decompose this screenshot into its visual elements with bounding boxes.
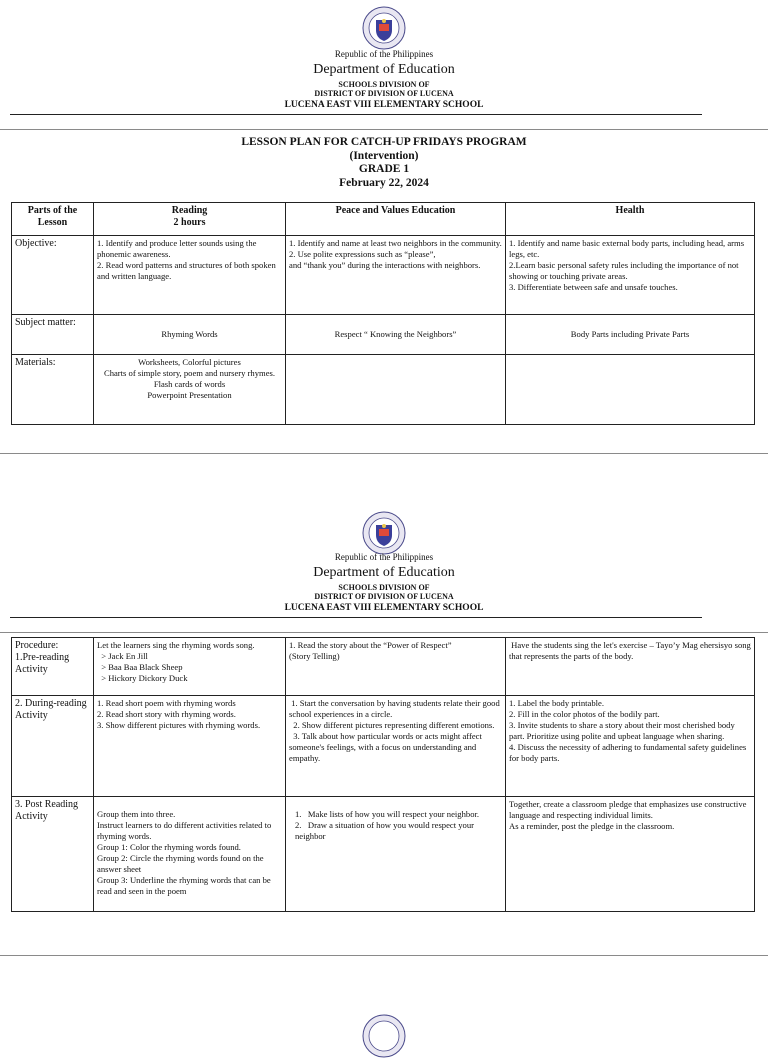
during-reading-reading [94,696,286,797]
list-item: 2. Read short story with rhyming words. [97,709,236,719]
header-reading [94,203,286,236]
subject-reading: Rhyming Words [94,315,286,355]
table-row [12,696,755,797]
list-item: 3. Invite students to share a story about their most cherished body part. Prioritize using polite and upbeat language when sharing. [509,720,737,741]
list-item: 3. Differentiate between safe and unsafe touches. [509,282,678,292]
materials-health [506,355,755,425]
district-text: DISTRICT OF DIVISION OF LUCENA [314,592,454,601]
page-top-rule [0,632,768,633]
during-reading-health [506,696,755,797]
page-bottom-rule [0,955,768,956]
list-item: 4. Discuss the necessity of adhering to fundamental safety guidelines for body parts. [509,742,749,763]
deped-seal-icon [362,511,406,555]
reading-label: Reading [171,205,208,216]
deped-seal-icon [362,6,406,50]
list-item: Together, create a classroom pledge that emphasizes use constructive language and respecting individual limits. [509,799,749,820]
list-item: As a reminder, post the pledge in the classroom. [509,821,675,831]
list-item: Group 3: Underline the rhyming words that can be read and seen in the poem [97,875,273,896]
school-name: LUCENA EAST VIII ELEMENTARY SCHOOL [284,100,484,110]
table-row [12,638,755,696]
lesson-subtitle: (Intervention) [349,149,419,162]
list-item: 3. Show different pictures with rhyming words. [97,720,261,730]
list-item: > Hickory Dickory Duck [97,673,188,683]
procedure-label: Procedure: [15,640,59,651]
subject-label: Subject matter: [12,315,94,355]
lesson-table-2 [11,637,755,912]
list-item: 2. Show different pictures representing different emotions. [289,720,495,730]
page-top-rule [0,129,768,130]
pre-reading-peace [286,638,506,696]
reading-hours: 2 hours [173,217,206,228]
during-reading-peace [286,696,506,797]
objective-label: Objective: [12,236,94,315]
list-item: Group them into three. [97,809,176,819]
list-item: Worksheets, Colorful pictures [138,357,241,367]
list-item: 2. Read word patterns and structures of both spoken and written language. [97,260,278,281]
pre-reading-label [12,638,94,696]
materials-peace [286,355,506,425]
lesson-title-block [0,136,768,190]
during-reading-label: 2. During-reading Activity [12,696,94,797]
list-item: Flash cards of words [153,379,226,389]
post-reading-health [506,797,755,912]
list-item: Group 2: Circle the rhyming words found on the answer sheet [97,853,266,874]
table-row [12,355,755,425]
subject-peace: Respect “ Knowing the Neighbors” [286,315,506,355]
header-health: Health [506,203,755,236]
materials-reading [94,355,286,425]
header-divider [10,617,702,618]
department-text: Department of Education [313,62,455,77]
page-bottom-rule [0,453,768,454]
list-item: Let the learners sing the rhyming words song. [97,640,255,650]
post-reading-reading [94,797,286,912]
list-item: and “thank you” during the interactions with neighbors. [289,260,481,270]
pre-reading-reading [94,638,286,696]
list-item: 1. Label the body printable. [509,698,604,708]
list-item: 1. Read the story about the “Power of Respect” [289,640,452,650]
table-header-row [12,203,755,236]
objective-peace [286,236,506,315]
materials-label: Materials: [12,355,94,425]
republic-text: Republic of the Philippines [334,552,434,562]
header-divider [10,114,702,115]
table-row [12,315,755,355]
table-row [12,797,755,912]
list-item: Have the students sing the let's exercise – Tayo’y Mag ehersisyo song that represents the parts of the body. [509,640,754,661]
list-item: 1. Identify and name basic external body parts, including head, arms legs, etc. [509,238,747,259]
list-item: 1. Identify and produce letter sounds using the phonemic awareness. [97,238,259,259]
list-item: Group 1: Color the rhyming words found. [97,842,241,852]
list-item: 2. Fill in the color photos of the bodily part. [509,709,660,719]
department-text: Department of Education [313,565,455,580]
lesson-title: LESSON PLAN FOR CATCH-UP FRIDAYS PROGRAM [241,136,527,148]
header-parts: Parts of the Lesson [12,203,94,236]
header-peace: Peace and Values Education [286,203,506,236]
objective-health [506,236,755,315]
list-item: 2.Learn basic personal safety rules including the importance of not showing or touching private areas. [509,260,741,281]
post-reading-peace [286,797,506,912]
lesson-date: February 22, 2024 [339,176,429,189]
list-item: 3. Talk about how particular words or acts might affect someone's feelings, with a focus on understanding and empathy. [289,731,485,763]
list-item: > Jack En Jill [97,651,148,661]
list-item: 2. Use polite expressions such as “please”, [289,249,436,259]
list-item: 1. Identify and name at least two neighbors in the community. [289,238,502,248]
list-item: 2. Draw a situation of how you would respect your neighbor [295,820,477,841]
division-text: SCHOOLS DIVISION OF [338,80,430,89]
school-name: LUCENA EAST VIII ELEMENTARY SCHOOL [284,603,484,613]
list-item: (Story Telling) [289,651,340,661]
division-text: SCHOOLS DIVISION OF [338,583,430,592]
pre-reading-activity-label: 1.Pre-reading Activity [15,652,70,675]
post-reading-label: 3. Post Reading Activity [12,797,94,912]
list-item: Powerpoint Presentation [147,390,232,400]
list-item: > Baa Baa Black Sheep [97,662,183,672]
objective-reading [94,236,286,315]
list-item: Charts of simple story, poem and nursery rhymes. [103,368,276,378]
grade-label: GRADE 1 [358,163,410,175]
list-item: 1. Read short poem with rhyming words [97,698,236,708]
deped-seal-icon [362,1014,406,1058]
list-item: Instruct learners to do different activities related to rhyming words. [97,820,274,841]
list-item: 1. Start the conversation by having students relate their good school experiences in a circle. [289,698,502,719]
republic-text: Republic of the Philippines [334,49,434,59]
lesson-table-1 [11,202,755,425]
list-item: 1. Make lists of how you will respect your neighbor. [295,809,480,819]
table-row [12,236,755,315]
subject-health: Body Parts including Private Parts [506,315,755,355]
district-text: DISTRICT OF DIVISION OF LUCENA [314,89,454,98]
pre-reading-health [506,638,755,696]
